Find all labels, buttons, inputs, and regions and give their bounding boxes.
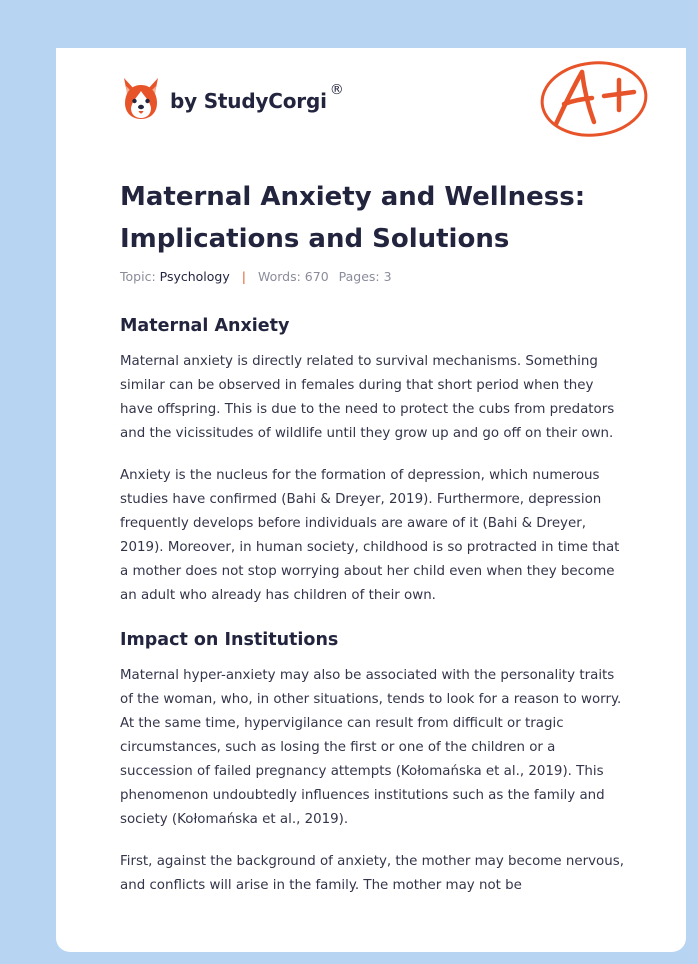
pages-value: 3 (383, 269, 392, 284)
a-plus-grade-icon (538, 58, 650, 140)
document-meta (120, 269, 392, 284)
paragraph: Maternal anxiety is directly related to survival mechanisms. Something similar can be observed in females during that short period when they have offspring. This is due to the need to protect the cubs from predators and the vicissitudes of wildlife until they grow up and go off on their own. (120, 354, 615, 441)
studycorgi-logo[interactable] (120, 76, 344, 120)
paragraph: First, against the background of anxiety, the mother may become nervous, and conflicts will arise in the family. The mother may not be (120, 854, 624, 893)
registered-mark: ® (329, 82, 344, 98)
logo-text: by StudyCorgi (170, 89, 327, 113)
section-heading: Impact on Institutions (120, 630, 339, 650)
words-value: 670 (304, 269, 329, 284)
document-body (120, 306, 630, 898)
words-label: Words: (257, 269, 301, 284)
paragraph: Anxiety is the nucleus for the formation of depression, which numerous studies have confirmed (Bahi & Dreyer, 2019). Furthermore, depression frequently develops before individuals are aware of it (Bahi & Dreyer, 2019). Moreover, in human society, childhood is so protracted in time that a mother does not stop worrying about her child even when they become an adult who already has children of their own. (120, 468, 620, 603)
document-page (56, 48, 686, 952)
paragraph: Maternal hyper-anxiety may also be associated with the personality traits of the woman, who, in other situations, tends to look for a reason to worry. At the same time, hypervigilance can result from difficult or tragic circumstances, such as losing the first or one of the children or a succession of failed pregnancy attempts (Kołomańska et al., 2019). This phenomenon undoubtedly influences institutions such as the family and society (Kołomańska et al., 2019). (120, 668, 622, 827)
meta-separator: | (241, 269, 246, 284)
section-heading: Maternal Anxiety (120, 316, 290, 336)
corgi-logo-icon (120, 76, 162, 120)
topic-value[interactable]: Psychology (159, 269, 230, 284)
pages-label: Pages: (338, 269, 380, 284)
topic-label: Topic: (120, 269, 156, 284)
document-title: Maternal Anxiety and Wellness: Implications and Solutions (120, 182, 586, 254)
